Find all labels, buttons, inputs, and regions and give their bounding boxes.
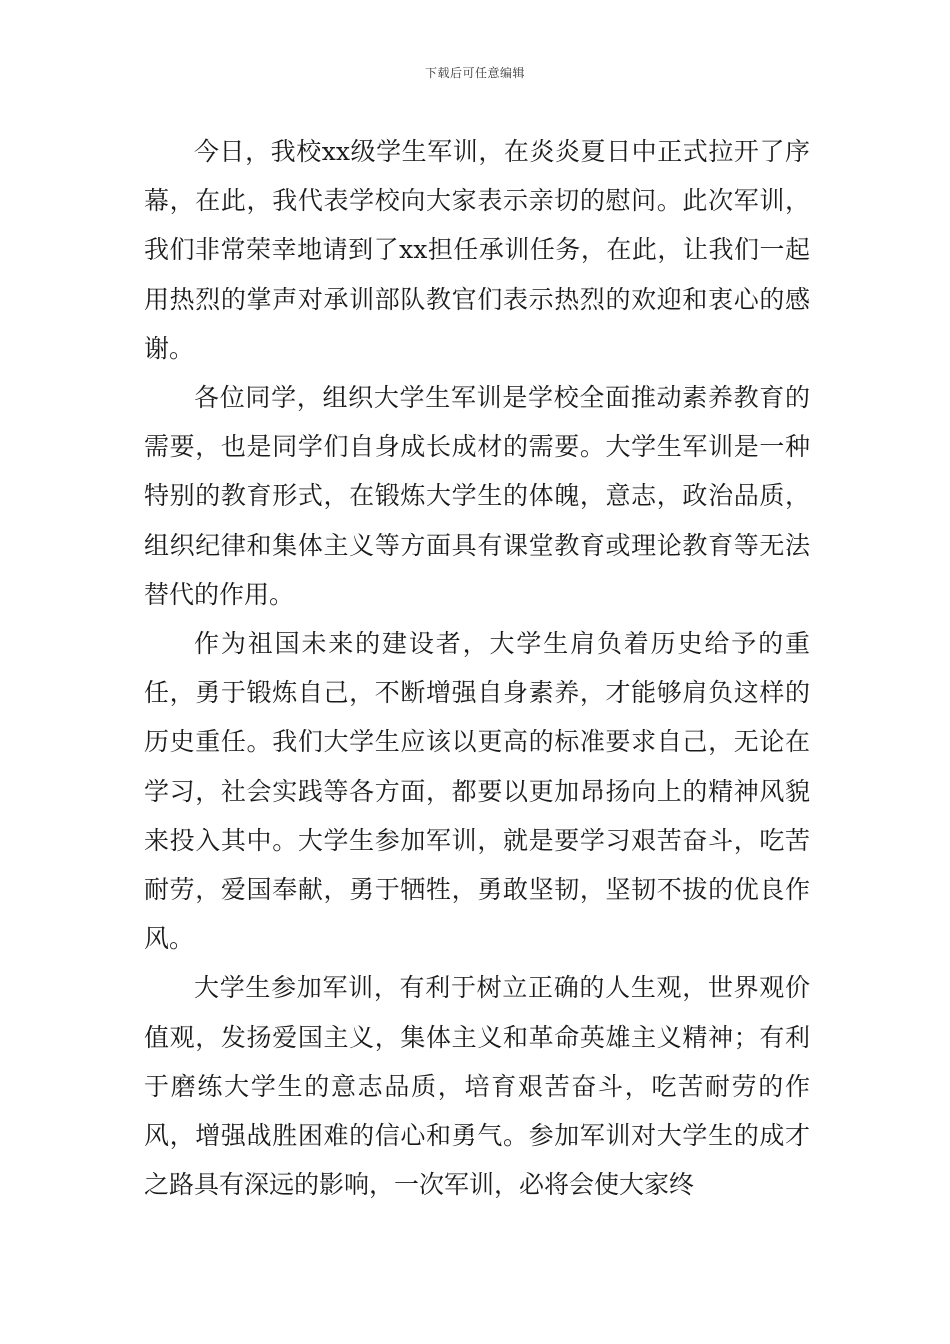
paragraph-4: 大学生参加军训，有利于树立正确的人生观，世界观价值观，发扬爱国主义，集体主义和革命英雄主义精神；有利于磨练大学生的意志品质，培育艰苦奋斗，吃苦耐劳的作风，增强战胜困难的信心和勇气。参加军训对大学生的成才之路具有深远的影响，一次军训，必将会使大家终 xyxy=(144,973,810,1200)
page-header: 下载后可任意编辑 xyxy=(424,66,525,80)
paragraph-1: 今日，我校xx级学生军训，在炎炎夏日中正式拉开了序幕，在此，我代表学校向大家表示亲切的慰问。此次军训，我们非常荣幸地请到了xx担任承训任务，在此，让我们一起用热烈的掌声对承训部队教官们表示热烈的欢迎和衷心的感谢。 xyxy=(144,137,810,363)
document-body xyxy=(144,127,810,1209)
paragraph-3: 作为祖国未来的建设者，大学生肩负着历史给予的重任，勇于锻炼自己，不断增强自身素养，才能够肩负这样的历史重任。我们大学生应该以更高的标准要求自己，无论在学习，社会实践等各方面，都要以更加昂扬向上的精神风貌来投入其中。大学生参加军训，就是要学习艰苦奋斗，吃苦耐劳，爱国奉献，勇于牺牲，勇敢坚韧，坚韧不拔的优良作风。 xyxy=(144,629,810,954)
paragraph-2: 各位同学，组织大学生军训是学校全面推动素养教育的需要，也是同学们自身成长成材的需要。大学生军训是一种特别的教育形式，在锻炼大学生的体魄，意志，政治品质，组织纪律和集体主义等方面具有课堂教育或理论教育等无法替代的作用。 xyxy=(144,383,810,609)
